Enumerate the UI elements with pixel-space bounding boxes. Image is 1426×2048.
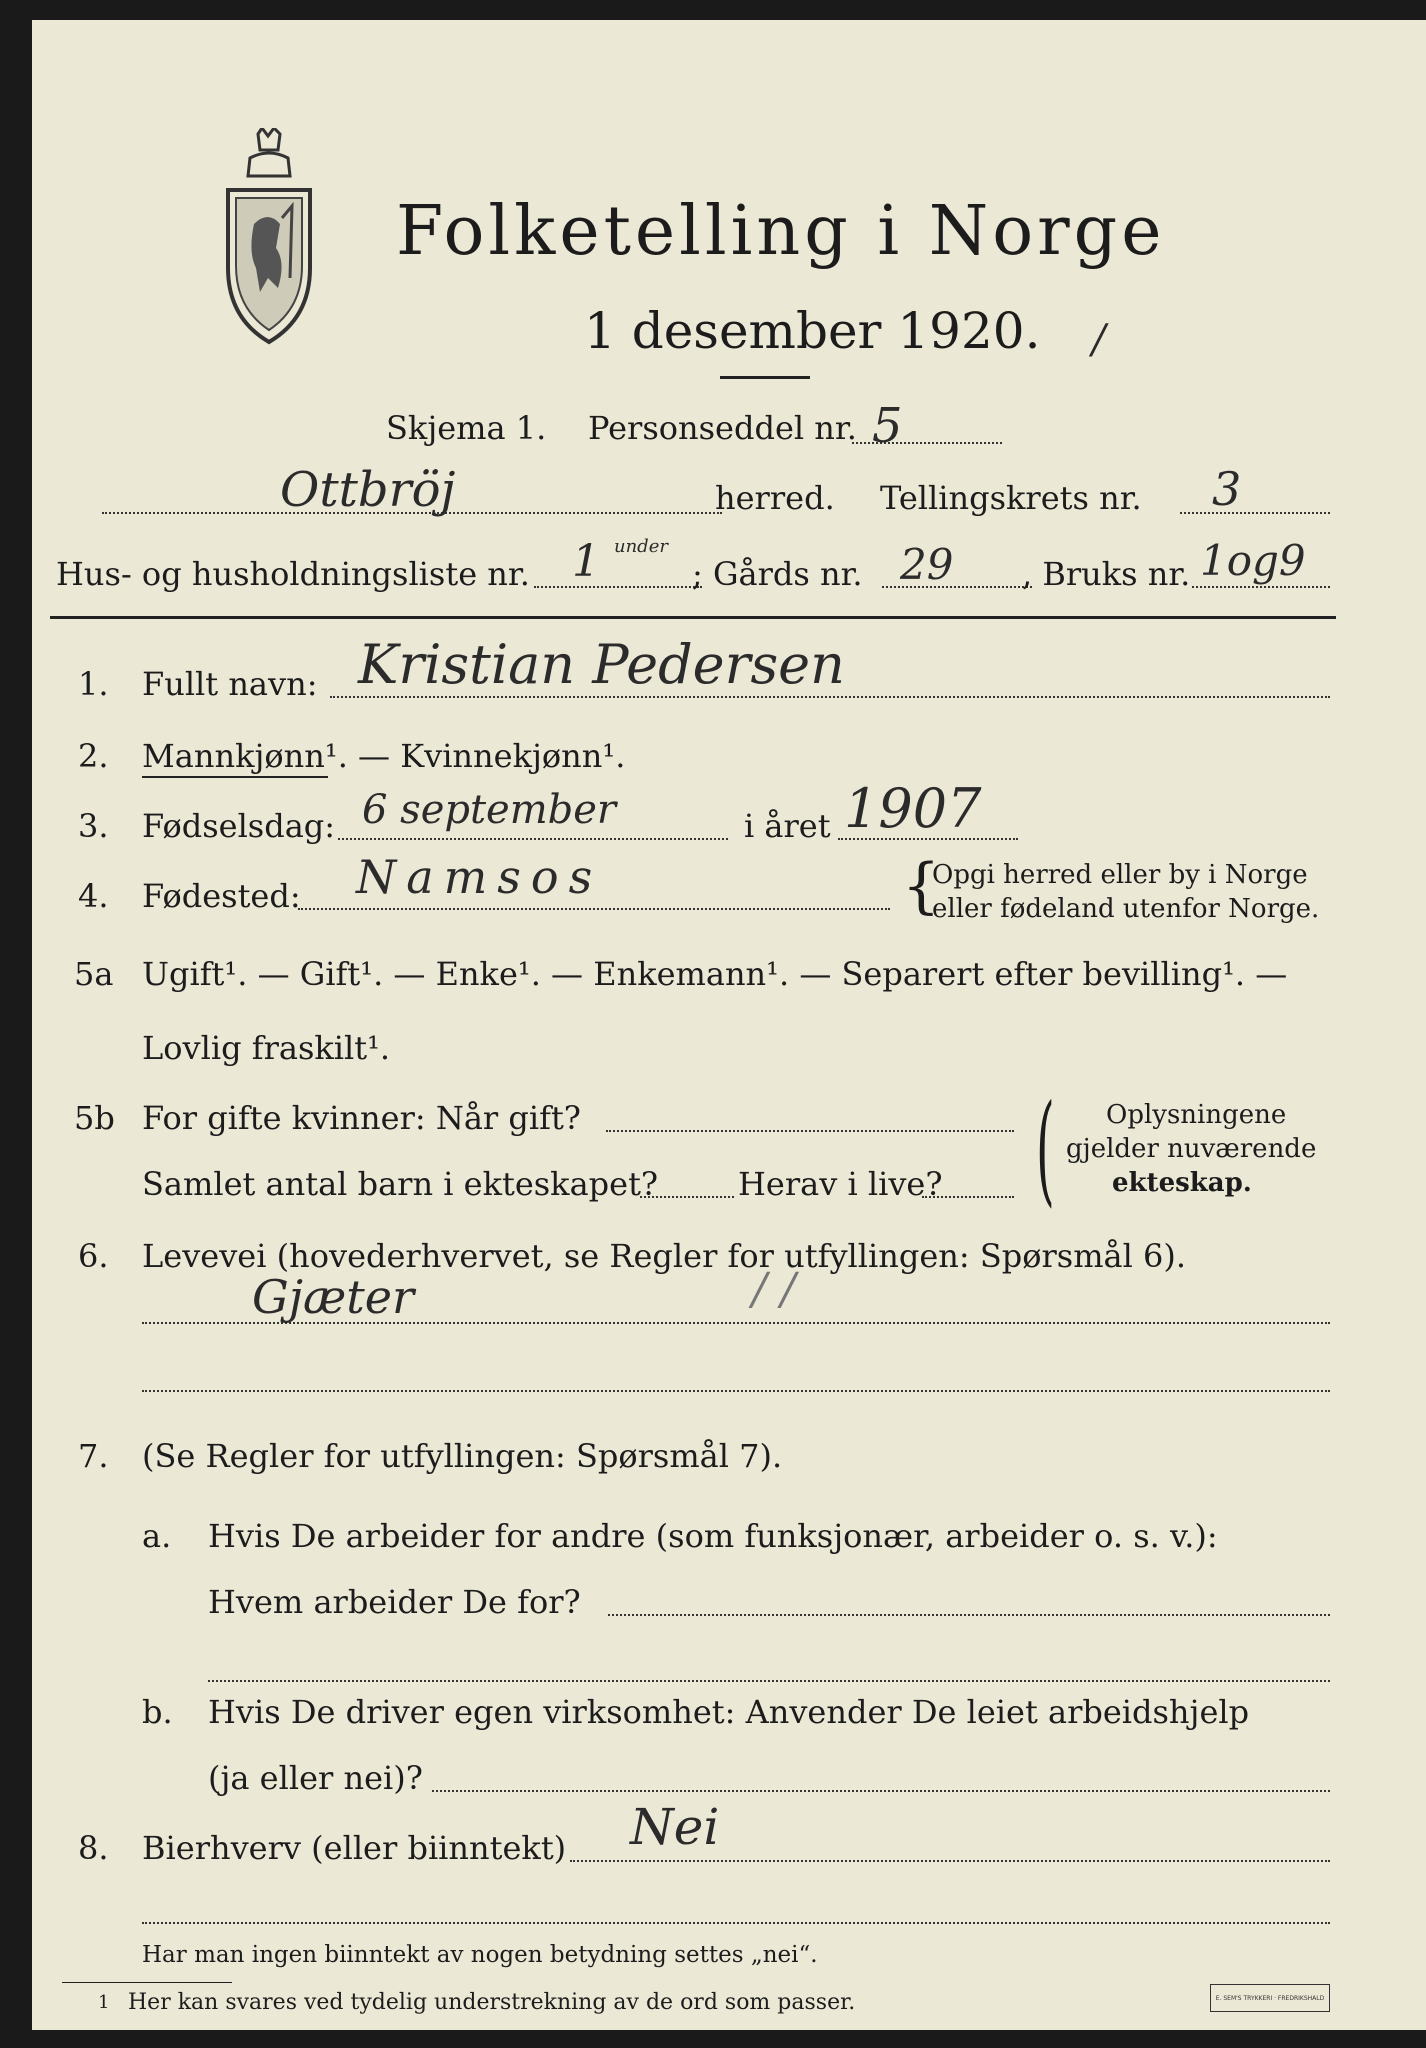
bruks-line [1192,586,1330,588]
title-divider [720,376,810,379]
printer-stamp-text: E. SEM'S TRYKKERI · FREDRIKSHALD [1215,1994,1325,2002]
footer-note: Har man ingen biinntekt av nogen betydning settes „nei“. [142,1942,818,1968]
hus-label: Hus- og husholdningsliste nr. [56,555,530,593]
personseddel-value: 5 [872,398,903,454]
personseddel-label: Personseddel nr. [588,409,857,447]
q8-line [570,1860,1330,1862]
footnote-text: Her kan svares ved tydelig understrekning av de ord som passer. [128,1990,856,2015]
q5b-note-line2: gjelder nuværende [1066,1134,1317,1164]
side-income-value: Nei [630,1798,720,1856]
q2-number: 2. [78,737,109,775]
q7a-letter: a. [142,1517,172,1555]
q3-line [338,838,728,840]
q7b-line2: (ja eller nei)? [208,1759,423,1797]
q4-note-line2: eller fødeland utenfor Norge. [932,894,1320,924]
tellingskrets-line [1180,512,1330,514]
q4-line [298,908,890,910]
q4-note-line1: Opgi herred eller by i Norge [932,860,1308,890]
census-date: 1 desember 1920. [584,302,1041,360]
q5a-number: 5a [74,955,114,993]
q1-label: Fullt navn: [142,665,318,703]
q5b-alive-line [922,1196,1014,1198]
q4-brace: { [902,851,941,921]
q6-number: 6. [78,1237,109,1275]
printer-stamp [1210,1984,1330,2012]
q5b-children-line [640,1196,734,1198]
q7-label: (Se Regler for utfyllingen: Spørsmål 7). [142,1437,783,1475]
birth-year-value: 1907 [844,777,982,840]
herred-value: Ottbröj [280,462,456,518]
tellingskrets-label: Tellingskrets nr. [880,479,1142,517]
q2-underline-mannkjonn [142,776,328,778]
q3-number: 3. [78,807,109,845]
herred-label: herred. [715,479,835,517]
skjema-label: Skjema 1. [386,409,547,447]
header-rule [50,616,1336,619]
q5a-line2: Lovlig fraskilt¹. [142,1029,391,1067]
q1-line [330,696,1330,698]
q5b-line2a: Samlet antal barn i ekteskapet? [142,1165,659,1203]
census-form-page [32,20,1426,2030]
footnote-number: 1 [98,1992,110,2013]
q5b-number: 5b [74,1099,115,1137]
q5b-line1: For gifte kvinner: Når gift? [142,1099,581,1137]
birth-day-value: 6 september [362,787,617,833]
q5b-line2b: Herav i live? [738,1165,943,1203]
q1-number: 1. [78,665,109,703]
q5b-note-line1: Oplysningene [1106,1100,1287,1130]
hus-value: 1 [572,536,600,587]
q7b-answer-line [432,1790,1330,1792]
q5b-married-line [606,1130,1014,1132]
hus-line [534,586,702,588]
q3-label: Fødselsdag: [142,807,336,845]
q7b-letter: b. [142,1693,173,1731]
q8-label: Bierhverv (eller biinntekt) [142,1829,567,1867]
bruks-value: 1og9 [1200,536,1306,585]
q6-label: Levevei (hovederhvervet, se Regler for utfyllingen: Spørsmål 6). [142,1237,1187,1275]
q5b-note-line3: ekteskap. [1112,1168,1252,1198]
q5a-line1: Ugift¹. — Gift¹. — Enke¹. — Enkemann¹. — Separert efter bevilling¹. — [142,955,1288,993]
q7a-employer-line2 [208,1680,1330,1682]
q7b-line1: Hvis De driver egen virksomhet: Anvender De leiet arbeidshjelp [208,1693,1250,1731]
q2-label: Mannkjønn¹. — Kvinnekjønn¹. [142,737,626,775]
margin-mark: / [1092,317,1106,363]
q8-number: 8. [78,1829,109,1867]
q7a-employer-line [608,1614,1330,1616]
q7a-line1: Hvis De arbeider for andre (som funksjonær, arbeider o. s. v.): [208,1517,1218,1555]
q5b-bracket: ( [1036,1080,1055,1219]
birth-place-value: Namsos [356,850,603,904]
gards-label: ; Gårds nr. [692,555,863,593]
full-name-value: Kristian Pedersen [358,633,845,696]
occupation-value: Gjæter [252,1270,414,1324]
q7a-line2: Hvem arbeider De for? [208,1583,581,1621]
q3-year-label: i året [744,807,831,845]
footnote-divider [62,1982,232,1983]
coat-of-arms-icon [220,128,318,348]
bruks-label: , Bruks nr. [1022,555,1191,593]
q4-label: Fødested: [142,877,301,915]
page-title: Folketelling i Norge [396,192,1166,271]
q6-line2 [142,1390,1330,1392]
occupation-mark: / / [752,1264,796,1315]
q4-number: 4. [78,877,109,915]
hus-value-extra: under [614,536,668,557]
gards-value: 29 [900,540,954,589]
q8-line2 [142,1922,1330,1924]
q7-number: 7. [78,1437,109,1475]
tellingskrets-value: 3 [1212,462,1242,516]
